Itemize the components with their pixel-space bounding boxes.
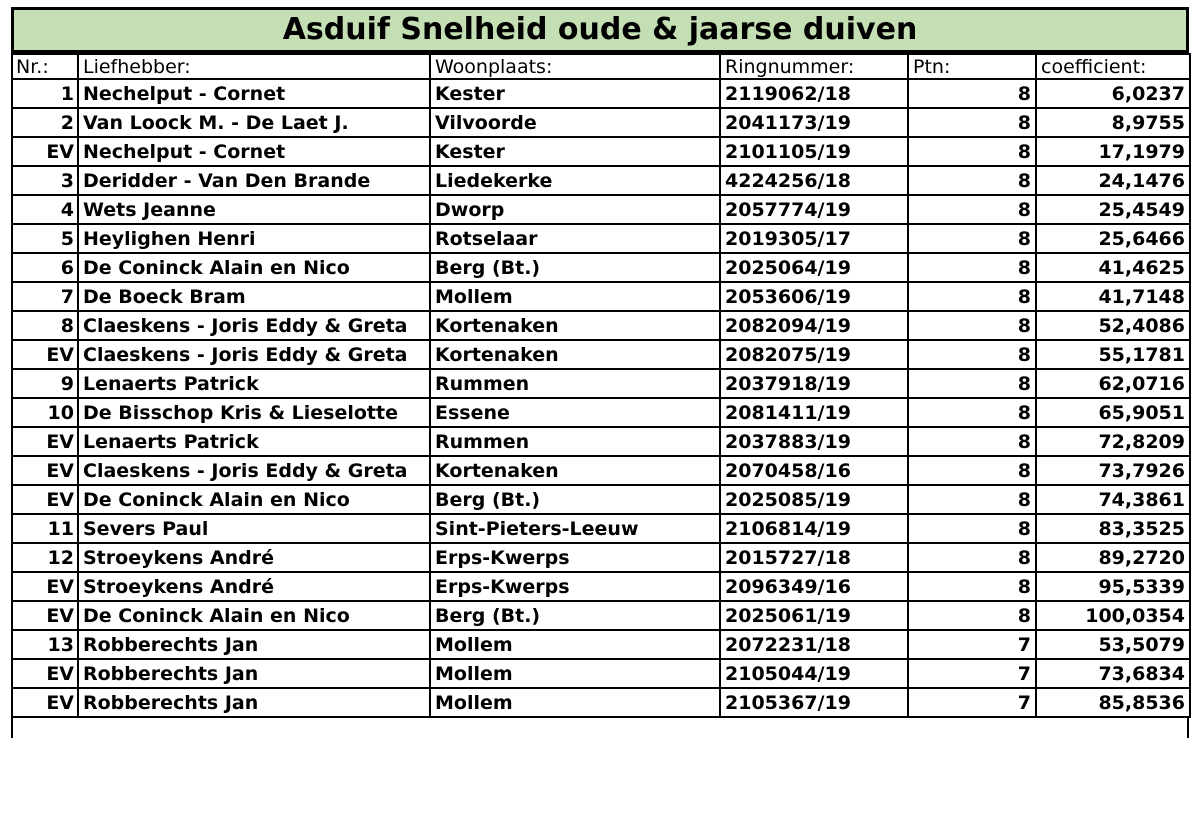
table-row — [12, 108, 1190, 137]
table-row — [12, 369, 1190, 398]
cell-nr: 13 — [12, 630, 78, 659]
cell-ptn: 8 — [908, 427, 1036, 456]
cell-coefficient: 89,2720 — [1036, 543, 1190, 572]
cell-ringnummer: 2057774/19 — [720, 195, 908, 224]
cell-ptn: 8 — [908, 398, 1036, 427]
cell-ringnummer: 2025064/19 — [720, 253, 908, 282]
cell-liefhebber: De Coninck Alain en Nico — [78, 253, 430, 282]
cell-nr: 5 — [12, 224, 78, 253]
cell-nr: 6 — [12, 253, 78, 282]
cell-nr: 4 — [12, 195, 78, 224]
cell-liefhebber: Lenaerts Patrick — [78, 427, 430, 456]
cell-nr: EV — [12, 572, 78, 601]
cell-coefficient: 6,0237 — [1036, 79, 1190, 108]
sheet-title: Asduif Snelheid oude & jaarse duiven — [11, 7, 1189, 53]
cell-coefficient: 74,3861 — [1036, 485, 1190, 514]
cell-ptn: 8 — [908, 195, 1036, 224]
table-row — [12, 195, 1190, 224]
header-liefhebber: Liefhebber: — [78, 54, 430, 79]
cell-liefhebber: Claeskens - Joris Eddy & Greta — [78, 311, 430, 340]
table-row — [12, 166, 1190, 195]
cell-coefficient: 25,4549 — [1036, 195, 1190, 224]
cell-liefhebber: Van Loock M. - De Laet J. — [78, 108, 430, 137]
cell-ptn: 8 — [908, 543, 1036, 572]
cell-ptn: 7 — [908, 630, 1036, 659]
table-row — [12, 485, 1190, 514]
cell-woonplaats: Mollem — [430, 688, 720, 717]
table-header-row — [12, 54, 1190, 79]
header-nr: Nr.: — [12, 54, 78, 79]
cell-ptn: 8 — [908, 224, 1036, 253]
cell-liefhebber: Claeskens - Joris Eddy & Greta — [78, 340, 430, 369]
cell-ringnummer: 2082094/19 — [720, 311, 908, 340]
cell-woonplaats: Mollem — [430, 630, 720, 659]
table-row — [12, 688, 1190, 717]
cell-ptn: 7 — [908, 688, 1036, 717]
cell-nr: EV — [12, 601, 78, 630]
cell-ptn: 8 — [908, 108, 1036, 137]
cell-ptn: 8 — [908, 166, 1036, 195]
cell-ptn: 8 — [908, 340, 1036, 369]
cell-ringnummer: 2025061/19 — [720, 601, 908, 630]
cell-coefficient: 95,5339 — [1036, 572, 1190, 601]
cell-ringnummer: 2105044/19 — [720, 659, 908, 688]
cell-ringnummer: 2101105/19 — [720, 137, 908, 166]
cell-coefficient: 53,5079 — [1036, 630, 1190, 659]
cell-nr: 8 — [12, 311, 78, 340]
cell-woonplaats: Essene — [430, 398, 720, 427]
cell-ringnummer: 2025085/19 — [720, 485, 908, 514]
cell-coefficient: 52,4086 — [1036, 311, 1190, 340]
cell-ringnummer: 2119062/18 — [720, 79, 908, 108]
cell-woonplaats: Kortenaken — [430, 340, 720, 369]
cell-liefhebber: Robberechts Jan — [78, 659, 430, 688]
cell-coefficient: 72,8209 — [1036, 427, 1190, 456]
cell-coefficient: 73,7926 — [1036, 456, 1190, 485]
cell-ptn: 8 — [908, 311, 1036, 340]
cell-coefficient: 55,1781 — [1036, 340, 1190, 369]
cell-woonplaats: Mollem — [430, 282, 720, 311]
cell-woonplaats: Rummen — [430, 369, 720, 398]
cell-liefhebber: Robberechts Jan — [78, 630, 430, 659]
cell-ptn: 8 — [908, 282, 1036, 311]
cell-ptn: 8 — [908, 514, 1036, 543]
cell-liefhebber: De Coninck Alain en Nico — [78, 485, 430, 514]
cell-nr: EV — [12, 456, 78, 485]
cell-nr: 11 — [12, 514, 78, 543]
table-row — [12, 224, 1190, 253]
cell-nr: 2 — [12, 108, 78, 137]
table-row — [12, 311, 1190, 340]
cell-liefhebber: Nechelput - Cornet — [78, 137, 430, 166]
cell-nr: EV — [12, 659, 78, 688]
cell-liefhebber: De Bisschop Kris & Lieselotte — [78, 398, 430, 427]
cell-coefficient: 41,7148 — [1036, 282, 1190, 311]
table-row — [12, 79, 1190, 108]
cell-woonplaats: Rummen — [430, 427, 720, 456]
cell-ptn: 8 — [908, 572, 1036, 601]
cell-coefficient: 24,1476 — [1036, 166, 1190, 195]
table-row — [12, 572, 1190, 601]
cell-ringnummer: 2053606/19 — [720, 282, 908, 311]
cell-nr: EV — [12, 427, 78, 456]
table-row — [12, 427, 1190, 456]
cell-coefficient: 17,1979 — [1036, 137, 1190, 166]
cell-liefhebber: Nechelput - Cornet — [78, 79, 430, 108]
table-row — [12, 659, 1190, 688]
table-row — [12, 456, 1190, 485]
cell-nr: EV — [12, 485, 78, 514]
cell-ringnummer: 2037918/19 — [720, 369, 908, 398]
table-row — [12, 137, 1190, 166]
table-row — [12, 340, 1190, 369]
cell-woonplaats: Berg (Bt.) — [430, 485, 720, 514]
cell-ringnummer: 2106814/19 — [720, 514, 908, 543]
cell-ptn: 8 — [908, 485, 1036, 514]
cell-ptn: 7 — [908, 659, 1036, 688]
table-row — [12, 398, 1190, 427]
table-row — [12, 630, 1190, 659]
cell-woonplaats: Kester — [430, 79, 720, 108]
cell-ringnummer: 2072231/18 — [720, 630, 908, 659]
cell-liefhebber: Stroeykens André — [78, 543, 430, 572]
cell-woonplaats: Kortenaken — [430, 311, 720, 340]
cell-nr: EV — [12, 137, 78, 166]
table-row — [12, 282, 1190, 311]
cell-liefhebber: Wets Jeanne — [78, 195, 430, 224]
cell-ringnummer: 2041173/19 — [720, 108, 908, 137]
cell-liefhebber: Deridder - Van Den Brande — [78, 166, 430, 195]
cell-coefficient: 65,9051 — [1036, 398, 1190, 427]
cell-woonplaats: Dworp — [430, 195, 720, 224]
cell-woonplaats: Berg (Bt.) — [430, 253, 720, 282]
cell-ptn: 8 — [908, 601, 1036, 630]
cell-woonplaats: Berg (Bt.) — [430, 601, 720, 630]
cell-liefhebber: Robberechts Jan — [78, 688, 430, 717]
cell-woonplaats: Rotselaar — [430, 224, 720, 253]
cell-woonplaats: Liedekerke — [430, 166, 720, 195]
header-ptn: Ptn: — [908, 54, 1036, 79]
table-bottom-area — [11, 718, 1189, 738]
cell-coefficient: 62,0716 — [1036, 369, 1190, 398]
cell-ptn: 8 — [908, 369, 1036, 398]
cell-woonplaats: Sint-Pieters-Leeuw — [430, 514, 720, 543]
cell-liefhebber: Stroeykens André — [78, 572, 430, 601]
cell-coefficient: 73,6834 — [1036, 659, 1190, 688]
cell-nr: 3 — [12, 166, 78, 195]
cell-woonplaats: Kortenaken — [430, 456, 720, 485]
cell-ringnummer: 2096349/16 — [720, 572, 908, 601]
cell-liefhebber: De Boeck Bram — [78, 282, 430, 311]
cell-ringnummer: 4224256/18 — [720, 166, 908, 195]
results-sheet — [11, 7, 1189, 738]
results-table — [11, 53, 1191, 718]
cell-liefhebber: De Coninck Alain en Nico — [78, 601, 430, 630]
header-ringnummer: Ringnummer: — [720, 54, 908, 79]
cell-ptn: 8 — [908, 456, 1036, 485]
cell-liefhebber: Severs Paul — [78, 514, 430, 543]
cell-nr: EV — [12, 688, 78, 717]
cell-ptn: 8 — [908, 253, 1036, 282]
cell-liefhebber: Claeskens - Joris Eddy & Greta — [78, 456, 430, 485]
table-row — [12, 601, 1190, 630]
cell-ptn: 8 — [908, 79, 1036, 108]
cell-nr: 7 — [12, 282, 78, 311]
cell-woonplaats: Mollem — [430, 659, 720, 688]
cell-ringnummer: 2082075/19 — [720, 340, 908, 369]
cell-nr: 1 — [12, 79, 78, 108]
cell-ringnummer: 2081411/19 — [720, 398, 908, 427]
cell-coefficient: 83,3525 — [1036, 514, 1190, 543]
cell-ringnummer: 2015727/18 — [720, 543, 908, 572]
cell-ringnummer: 2105367/19 — [720, 688, 908, 717]
header-coefficient: coefficient: — [1036, 54, 1190, 79]
cell-coefficient: 100,0354 — [1036, 601, 1190, 630]
cell-ptn: 8 — [908, 137, 1036, 166]
cell-ringnummer: 2070458/16 — [720, 456, 908, 485]
header-woonplaats: Woonplaats: — [430, 54, 720, 79]
cell-woonplaats: Erps-Kwerps — [430, 572, 720, 601]
table-row — [12, 543, 1190, 572]
cell-coefficient: 41,4625 — [1036, 253, 1190, 282]
cell-liefhebber: Heylighen Henri — [78, 224, 430, 253]
cell-coefficient: 85,8536 — [1036, 688, 1190, 717]
cell-ringnummer: 2037883/19 — [720, 427, 908, 456]
table-row — [12, 253, 1190, 282]
cell-nr: EV — [12, 340, 78, 369]
cell-nr: 12 — [12, 543, 78, 572]
cell-ringnummer: 2019305/17 — [720, 224, 908, 253]
cell-coefficient: 8,9755 — [1036, 108, 1190, 137]
cell-liefhebber: Lenaerts Patrick — [78, 369, 430, 398]
cell-nr: 9 — [12, 369, 78, 398]
cell-woonplaats: Erps-Kwerps — [430, 543, 720, 572]
cell-woonplaats: Kester — [430, 137, 720, 166]
cell-nr: 10 — [12, 398, 78, 427]
cell-woonplaats: Vilvoorde — [430, 108, 720, 137]
cell-coefficient: 25,6466 — [1036, 224, 1190, 253]
table-row — [12, 514, 1190, 543]
